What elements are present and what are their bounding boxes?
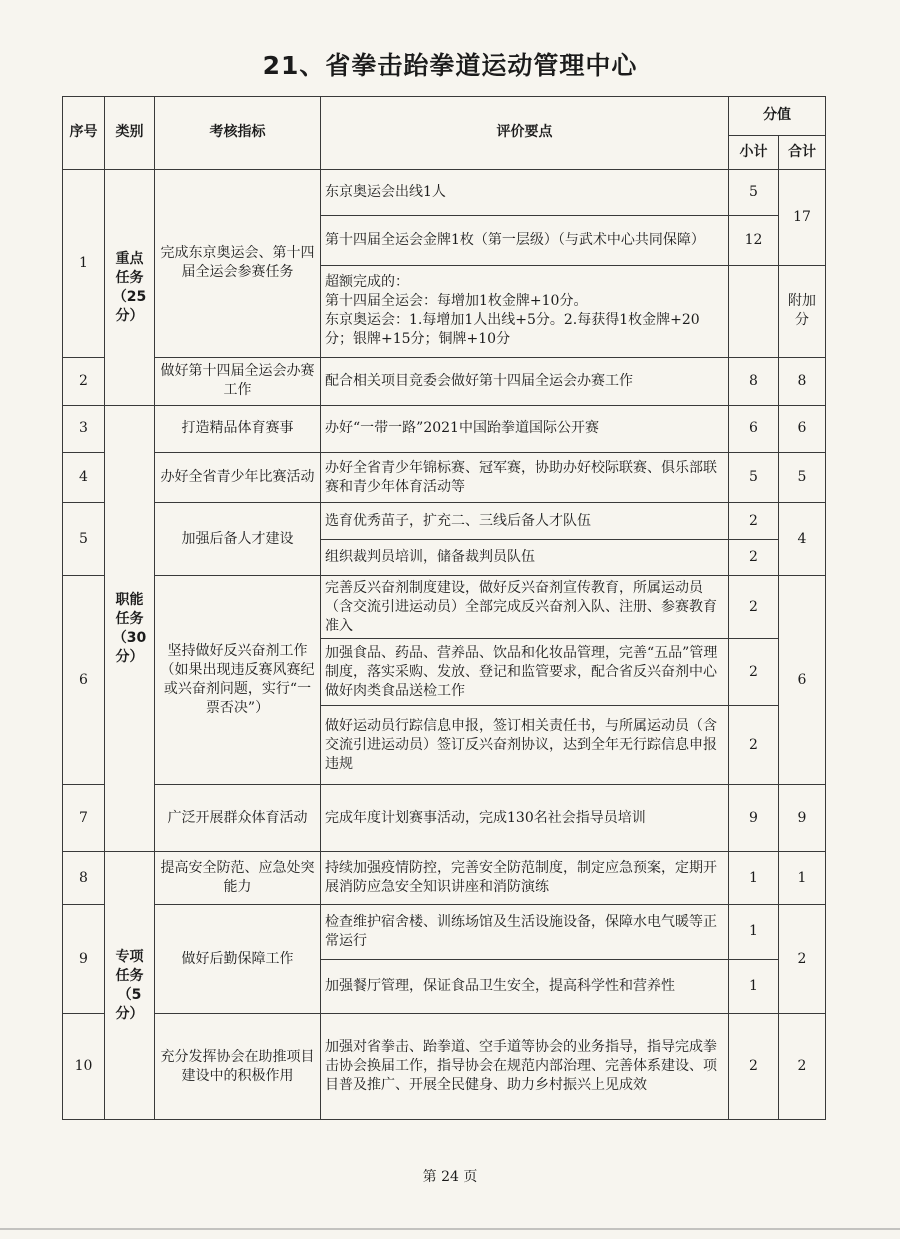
requirement-cell: 配合相关项目竞委会做好第十四届全运会办赛工作 [321,357,729,406]
header-score: 分值 [729,97,826,136]
assessment-table [62,96,826,1120]
indicator-cell: 坚持做好反兴奋剂工作（如果出现违反赛风赛纪或兴奋剂问题，实行“一票否决”） [155,576,321,785]
total-cell: 9 [779,785,826,852]
indicator-cell: 打造精品体育赛事 [155,406,321,453]
subtotal-cell: 5 [729,452,779,503]
row-no: 5 [63,503,105,576]
table-row [63,1014,826,1120]
total-cell: 5 [779,452,826,503]
indicator-cell: 广泛开展群众体育活动 [155,785,321,852]
subtotal-cell: 2 [729,1014,779,1120]
subtotal-cell: 1 [729,904,779,959]
table-row [63,576,826,639]
header-subtotal: 小计 [729,135,779,169]
header-category: 类别 [105,97,155,170]
subtotal-cell: 2 [729,503,779,539]
total-cell: 4 [779,503,826,576]
subtotal-cell: 2 [729,539,779,575]
requirement-cell: 第十四届全运会金牌1枚（第一层级）（与武术中心共同保障） [321,215,729,266]
category-key-tasks: 重点任务（25分） [105,169,155,405]
requirement-cell: 办好全省青少年锦标赛、冠军赛，协助办好校际联赛、俱乐部联赛和青少年体育活动等 [321,452,729,503]
subtotal-cell: 2 [729,639,779,706]
requirement-cell: 超额完成的： 第十四届全运会：每增加1枚金牌+10分。 东京奥运会：1.每增加1人出线+5分。2.每获得1枚金牌+20分；银牌+15分；铜牌+10分 [321,266,729,357]
table-row [63,406,826,453]
row-no: 10 [63,1014,105,1120]
subtotal-cell: 6 [729,406,779,453]
table-row [63,904,826,959]
subtotal-cell: 9 [729,785,779,852]
row-no: 4 [63,452,105,503]
indicator-cell: 做好第十四届全运会办赛工作 [155,357,321,406]
requirement-cell: 持续加强疫情防控，完善安全防范制度，制定应急预案，定期开展消防应急安全知识讲座和消防演练 [321,852,729,905]
indicator-cell: 提高安全防范、应急处突能力 [155,852,321,905]
header-total: 合计 [779,135,826,169]
row-no: 7 [63,785,105,852]
subtotal-cell: 2 [729,576,779,639]
subtotal-cell: 5 [729,169,779,215]
row-no: 3 [63,406,105,453]
requirement-cell: 加强食品、药品、营养品、饮品和化妆品管理，完善“五品”管理制度，落实采购、发放、登记和监管要求，配合省反兴奋剂中心做好肉类食品送检工作 [321,639,729,706]
indicator-cell: 办好全省青少年比赛活动 [155,452,321,503]
category-special-tasks: 专项任务（5分） [105,852,155,1120]
total-cell: 6 [779,576,826,785]
table-row [63,169,826,215]
requirement-cell: 加强餐厅管理，保证食品卫生安全，提高科学性和营养性 [321,959,729,1014]
total-cell: 1 [779,852,826,905]
row-no: 6 [63,576,105,785]
subtotal-cell: 8 [729,357,779,406]
table-row [63,785,826,852]
indicator-cell: 做好后勤保障工作 [155,904,321,1013]
requirement-cell: 检查维护宿舍楼、训练场馆及生活设施设备，保障水电气暖等正常运行 [321,904,729,959]
extra-points-cell: 附加分 [779,266,826,357]
requirement-cell: 选育优秀苗子，扩充二、三线后备人才队伍 [321,503,729,539]
row-no: 1 [63,169,105,357]
row-no: 9 [63,904,105,1013]
header-no: 序号 [63,97,105,170]
table-row [63,503,826,539]
page-title: 21、省拳击跆拳道运动管理中心 [262,51,638,80]
requirement-cell: 东京奥运会出线1人 [321,169,729,215]
requirement-cell: 完成年度计划赛事活动，完成130名社会指导员培训 [321,785,729,852]
subtotal-cell: 1 [729,852,779,905]
table-row [63,852,826,905]
total-cell: 2 [779,904,826,1013]
header-row [63,97,826,136]
indicator-cell: 加强后备人才建设 [155,503,321,576]
requirement-cell: 办好“一带一路”2021中国跆拳道国际公开赛 [321,406,729,453]
requirement-cell: 完善反兴奋剂制度建设，做好反兴奋剂宣传教育，所属运动员（含交流引进运动员）全部完成反兴奋剂入队、注册、参赛教育准入 [321,576,729,639]
subtotal-cell: 2 [729,706,779,785]
scan-edge-line [0,1228,900,1230]
subtotal-cell [729,266,779,357]
header-indicator: 考核指标 [155,97,321,170]
row-no: 8 [63,852,105,905]
total-cell: 6 [779,406,826,453]
category-function-tasks: 职能任务（30分） [105,406,155,852]
indicator-cell: 完成东京奥运会、第十四届全运会参赛任务 [155,169,321,357]
row-no: 2 [63,357,105,406]
table-row [63,357,826,406]
indicator-cell: 充分发挥协会在助推项目建设中的积极作用 [155,1014,321,1120]
requirement-cell: 做好运动员行踪信息申报，签订相关责任书，与所属运动员（含交流引进运动员）签订反兴奋剂协议，达到全年无行踪信息申报违规 [321,706,729,785]
total-cell: 17 [779,169,826,265]
header-requirement: 评价要点 [321,97,729,170]
requirement-cell: 组织裁判员培训，储备裁判员队伍 [321,539,729,575]
subtotal-cell: 1 [729,959,779,1014]
table-row [63,452,826,503]
page-number: 第 24 页 [422,1169,478,1185]
total-cell: 2 [779,1014,826,1120]
requirement-cell: 加强对省拳击、跆拳道、空手道等协会的业务指导，指导完成拳击协会换届工作，指导协会在规范内部治理、完善体系建设、项目普及推广、开展全民健身、助力乡村振兴上见成效 [321,1014,729,1120]
total-cell: 8 [779,357,826,406]
subtotal-cell: 12 [729,215,779,266]
